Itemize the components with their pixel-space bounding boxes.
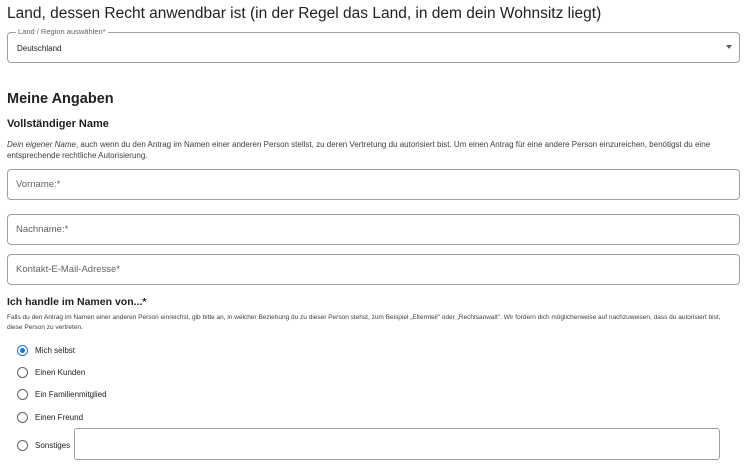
radio-option-friend[interactable]	[17, 410, 83, 424]
radio-option-myself[interactable]	[17, 343, 75, 357]
radio-label: Sonstiges	[35, 440, 71, 450]
full-name-title: Vollständiger Name	[7, 118, 109, 130]
country-select-value: Deutschland	[17, 44, 62, 53]
my-details-title: Meine Angaben	[7, 91, 114, 107]
first-name-input[interactable]	[8, 170, 739, 199]
radio-label: Mich selbst	[35, 345, 76, 355]
radio-label: Einen Freund	[35, 412, 84, 422]
other-relationship-input[interactable]	[75, 429, 719, 459]
radio-label: Einen Kunden	[35, 367, 86, 377]
first-name-field-wrapper	[7, 169, 740, 200]
last-name-input[interactable]	[8, 215, 739, 244]
email-input[interactable]	[8, 255, 739, 284]
country-select-label: Land / Region auswählen*	[18, 27, 106, 36]
radio-button[interactable]	[17, 389, 28, 400]
radio-button[interactable]	[17, 440, 28, 451]
other-field-wrapper	[74, 428, 720, 460]
dropdown-arrow-icon[interactable]	[726, 45, 732, 49]
radio-option-family-member[interactable]	[17, 387, 107, 401]
last-name-field-wrapper	[7, 214, 740, 245]
country-heading: Land, dessen Recht anwendbar ist (in der Regel das Land, in dem dein Wohnsitz liegt)	[7, 5, 602, 22]
radio-button-checked[interactable]	[17, 345, 28, 356]
radio-option-client[interactable]	[17, 365, 85, 379]
radio-option-other[interactable]	[17, 438, 70, 452]
radio-label: Ein Familienmitglied	[35, 389, 107, 399]
email-field-wrapper	[7, 254, 740, 285]
country-select[interactable]	[7, 27, 740, 63]
full-name-help-text: , auch wenn du den Antrag im Namen einer anderen Person stellst, zu deren Vertretung du autorisiert bist. Um einen Antrag für eine andere Person einzureichen, benötigst du eine entsprechende rechtliche Autorisierung.	[7, 140, 711, 160]
acting-on-behalf-title: Ich handle im Namen von...*	[7, 296, 147, 308]
radio-button[interactable]	[17, 412, 28, 423]
full-name-help	[7, 139, 737, 161]
full-name-help-emphasis: Dein eigener Name	[7, 140, 76, 149]
acting-on-behalf-help: Falls du den Antrag im Namen einer anderen Person einreichst, gib bitte an, in welcher Beziehung du zu dieser Person stehst, zum Beispiel „Elternteil" oder „Rechtsanwalt". Wir fordern dich möglicherweise auf nachzuweisen, dass du autorisiert bist, diese Person zu vertreten.	[7, 314, 721, 331]
radio-button[interactable]	[17, 367, 28, 378]
